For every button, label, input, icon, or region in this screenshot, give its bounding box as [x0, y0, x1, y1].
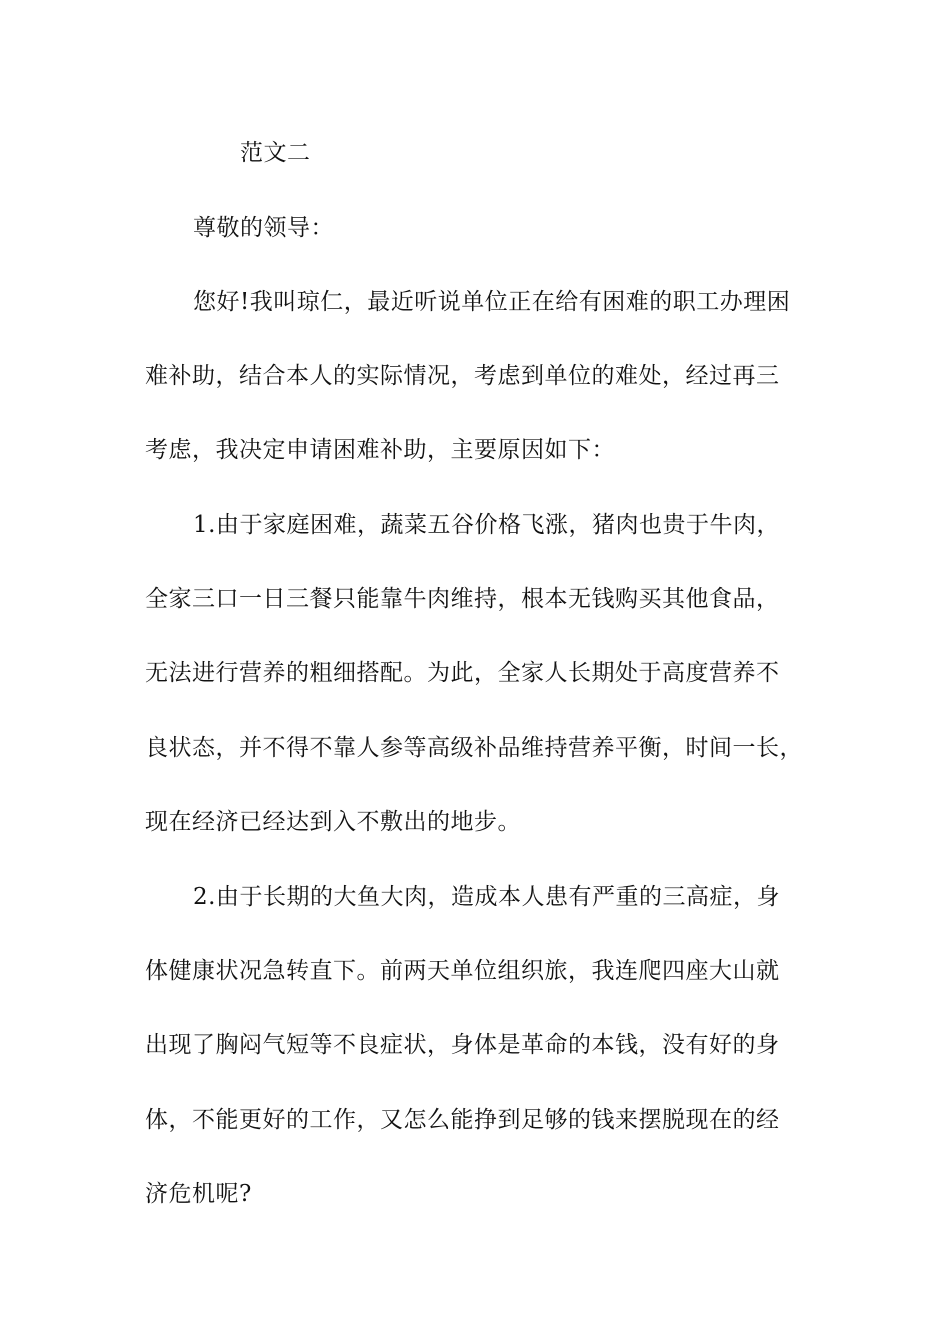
paragraph-line: 出现了胸闷气短等不良症状，身体是革命的本钱，没有好的身 [145, 1032, 780, 1058]
paragraph-line: 考虑，我决定申请困难补助，主要原因如下： [145, 437, 615, 463]
paragraph-line: 体健康状况急转直下。前两天单位组织旅，我连爬四座大山就 [145, 958, 780, 984]
paragraph-line: 2.由于长期的大鱼大肉，造成本人患有严重的三高症，身 [193, 884, 780, 910]
paragraph-line: 体，不能更好的工作，又怎么能挣到足够的钱来摆脱现在的经 [145, 1107, 780, 1133]
paragraph-line: 现在经济已经达到入不敷出的地步。 [145, 809, 521, 835]
paragraph-line: 无法进行营养的粗细搭配。为此，全家人长期处于高度营养不 [145, 660, 780, 686]
paragraph-line: 全家三口一日三餐只能靠牛肉维持，根本无钱购买其他食品， [145, 586, 780, 612]
paragraph-line: 良状态，并不得不靠人参等高级补品维持营养平衡，时间一长， [145, 735, 803, 761]
paragraph-line: 难补助，结合本人的实际情况，考虑到单位的难处，经过再三 [145, 363, 780, 389]
paragraph-line: 济危机呢? [145, 1181, 252, 1207]
document-title: 范文二 [240, 140, 311, 166]
paragraph-line: 您好!我叫琼仁，最近听说单位正在给有困难的职工办理困 [193, 289, 791, 315]
salutation: 尊敬的领导： [193, 215, 334, 241]
paragraph-line: 1.由于家庭困难，蔬菜五谷价格飞涨，猪肉也贵于牛肉， [193, 512, 780, 538]
